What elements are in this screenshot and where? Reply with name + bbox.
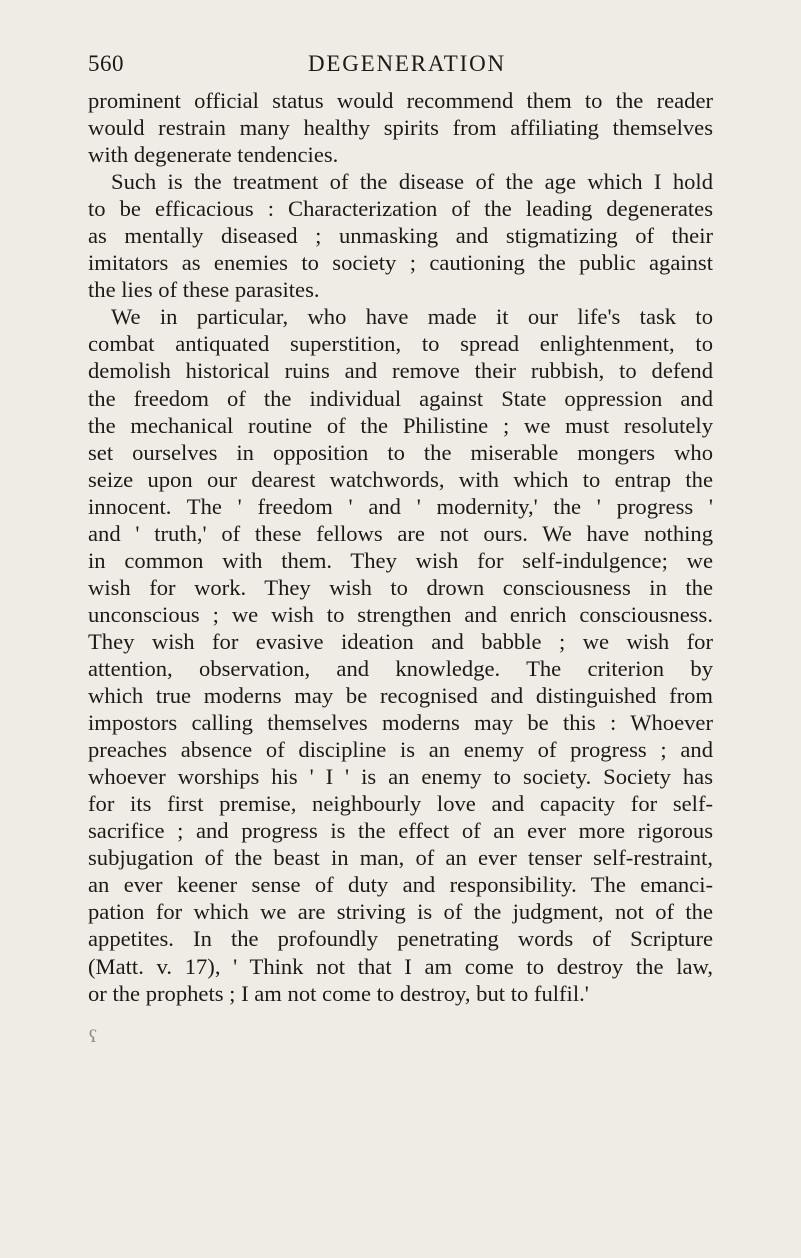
text-line: (Matt. v. 17), ' Think not that I am come to destroy the law, [88, 953, 713, 979]
body-text [88, 87, 713, 1007]
text-line: innocent. The ' freedom ' and ' modernity,' the ' progress ' [88, 493, 713, 519]
text-line: the lies of these parasites. [88, 277, 320, 303]
stray-print-mark: ʕ [89, 1026, 97, 1046]
page-number: 560 [88, 51, 124, 76]
text-line: the mechanical routine of the Philistine ; we must resolutely [88, 412, 713, 438]
text-line: impostors calling themselves moderns may be this : Whoever [88, 710, 713, 736]
text-line: attention, observation, and knowledge. The criterion by [88, 655, 713, 681]
text-line: set ourselves in opposition to the miserable mongers who [88, 439, 713, 465]
text-line: would restrain many healthy spirits from affiliating themselves [88, 115, 713, 141]
text-line: They wish for evasive ideation and babble ; we wish for [88, 628, 713, 654]
text-line: and ' truth,' of these fellows are not ours. We have nothing [88, 520, 713, 546]
text-line: combat antiquated superstition, to spread enlightenment, to [88, 331, 713, 357]
text-line: wish for work. They wish to drown consciousness in the [88, 574, 713, 600]
text-line: which true moderns may be recognised and distinguished from [88, 683, 713, 709]
text-line: with degenerate tendencies. [88, 142, 339, 168]
paragraph-start-line: Such is the treatment of the disease of the age which I hold [111, 169, 713, 195]
text-line: appetites. In the profoundly penetrating words of Scripture [88, 926, 713, 952]
text-line: or the prophets ; I am not come to destroy, but to fulfil.' [88, 980, 589, 1006]
text-line: demolish historical ruins and remove their rubbish, to defend [88, 358, 713, 384]
text-line: sacrifice ; and progress is the effect of an ever more rigorous [88, 818, 713, 844]
text-line: seize upon our dearest watchwords, with which to entrap the [88, 466, 713, 492]
text-line: prominent official status would recommend them to the reader [88, 88, 713, 113]
text-line: the freedom of the individual against State oppression and [88, 385, 713, 411]
text-line: an ever keener sense of duty and responsibility. The emanci- [88, 872, 713, 898]
paragraph-start-line: We in particular, who have made it our life's task to [111, 304, 713, 330]
text-line: subjugation of the beast in man, of an ever tenser self-restraint, [88, 845, 713, 871]
text-line: to be efficacious : Characterization of the leading degenerates [88, 196, 713, 222]
header-title: DEGENERATION [308, 51, 506, 76]
text-line: pation for which we are striving is of the judgment, not of the [88, 899, 713, 925]
text-line: imitators as enemies to society ; cautioning the public against [88, 250, 713, 276]
running-head [88, 51, 713, 81]
text-line: preaches absence of discipline is an enemy of progress ; and [88, 737, 713, 763]
text-line: whoever worships his ' I ' is an enemy to society. Society has [88, 764, 713, 790]
text-line: for its first premise, neighbourly love and capacity for self- [88, 791, 713, 817]
text-line: as mentally diseased ; unmasking and stigmatizing of their [88, 223, 713, 249]
text-line: in common with them. They wish for self-indulgence; we [88, 547, 713, 573]
text-line: unconscious ; we wish to strengthen and enrich consciousness. [88, 601, 713, 627]
